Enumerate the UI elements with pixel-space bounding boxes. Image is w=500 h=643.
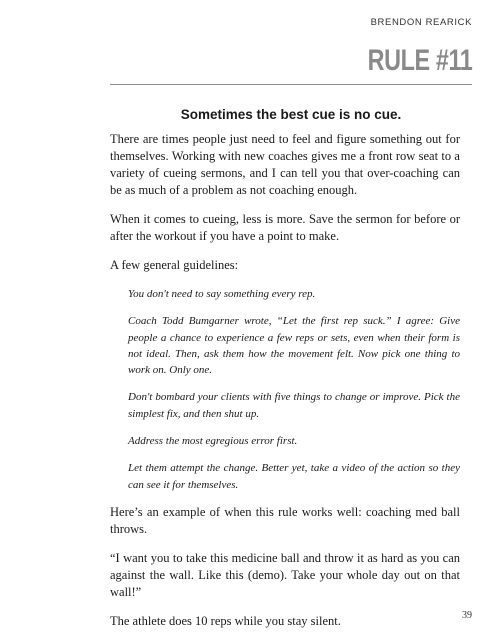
page-number: 39 [462,610,472,621]
paragraph-example: Here’s an example of when this rule works well: coaching med ball throws. [110,504,460,536]
paragraph-intro: There are times people just need to feel and figure something out for themselves. Working with new coaches gives me a front row seat to a variety of cueing sermons, and I can tell you that over-coaching can be as much of a problem as not coaching enough. [110,132,460,197]
title-divider [110,84,472,85]
body-text [110,131,460,642]
paragraph-athlete: The athlete does 10 reps while you stay silent. [110,613,341,628]
guideline-item: You don't need to say something every rep. [128,288,316,300]
author-running-header: BRENDON REARICK [370,17,472,28]
guideline-item: Coach Todd Bumgarner wrote, “Let the first rep suck.” I agree: Give people a chance to experience a few reps or sets, even when their form is not ideal. Then, ask them how the movement felt. Now pick one thing to work on. Only one. [128,315,460,377]
guideline-item: Let them attempt the change. Better yet, take a video of the action so they can see it for themselves. [128,462,460,491]
chapter-title: RULE #11 [367,44,472,77]
paragraph-cueing: When it comes to cueing, less is more. Save the sermon for before or after the workout if you have a point to make. [110,212,460,243]
paragraph-quote: “I want you to take this medicine ball and throw it as hard as you can against the wall. Like this (demo). Take your whole day out on that wall!” [110,550,460,599]
guideline-item: Don't bombard your clients with five things to change or improve. Pick the simplest fix, and then shut up. [128,391,460,420]
section-headline: Sometimes the best cue is no cue. [180,107,402,122]
paragraph-guidelines-lead: A few general guidelines: [110,258,239,272]
guideline-item: Address the most egregious error first. [128,435,298,448]
